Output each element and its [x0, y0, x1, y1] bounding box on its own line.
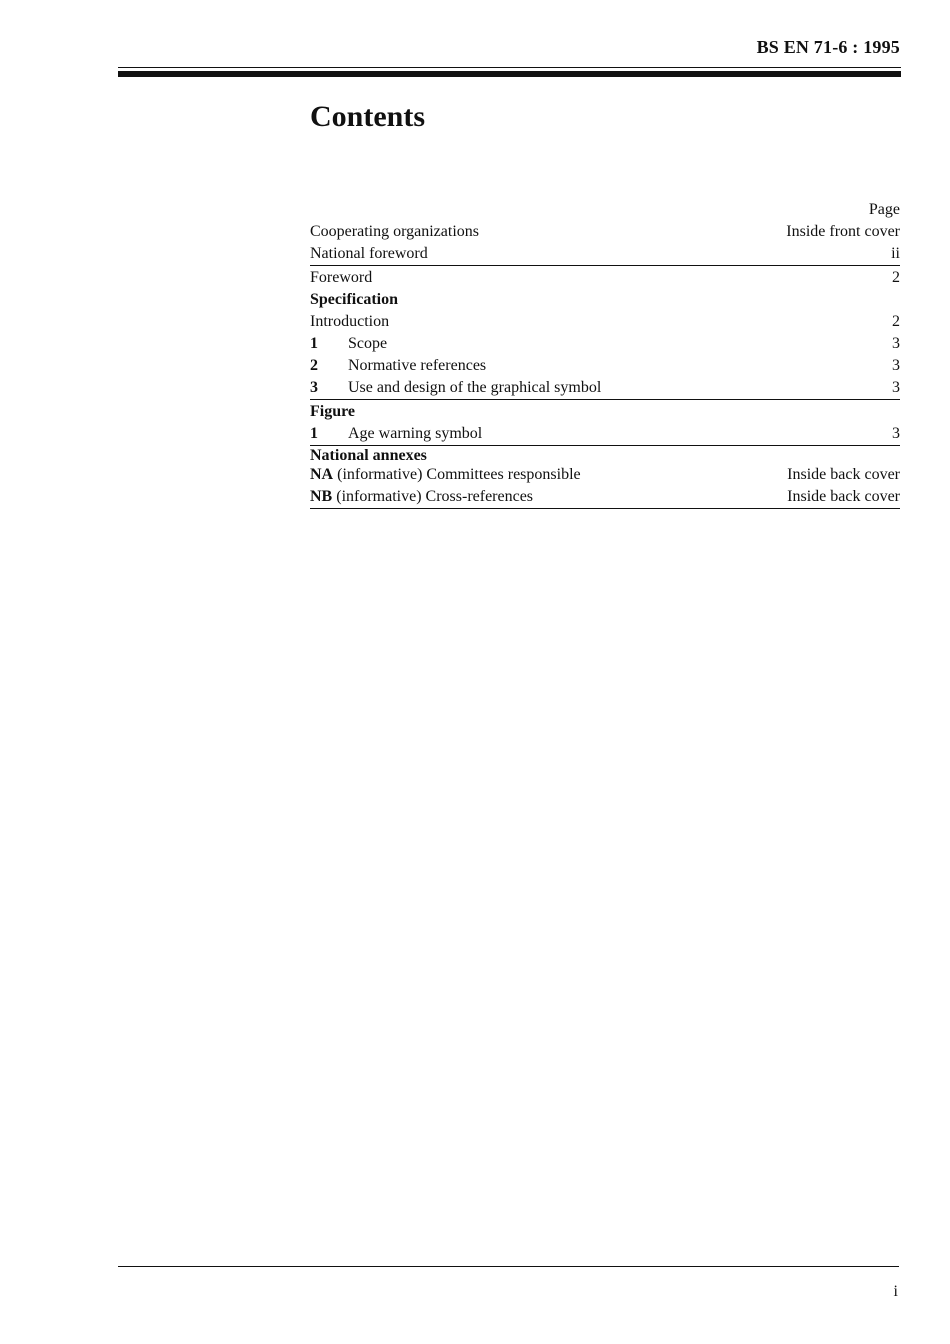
toc-entry-page: 3	[892, 379, 900, 396]
section-heading: Specification	[310, 291, 398, 308]
toc-entry-annex-na[interactable]	[310, 464, 900, 486]
toc-entry-graphical-symbol[interactable]	[310, 377, 900, 400]
toc-entry-label: Introduction	[310, 313, 390, 330]
toc-section-figure	[310, 401, 900, 423]
page-number: i	[893, 1283, 898, 1300]
toc-entry-page: 2	[892, 269, 900, 286]
page-column-heading-row	[310, 199, 900, 221]
annex-code: NA	[310, 466, 334, 483]
toc-entry-national-foreword[interactable]	[310, 243, 900, 266]
toc-entry-label: Foreword	[310, 269, 373, 286]
clause-number: 2	[310, 357, 318, 374]
toc-entry-age-warning-symbol[interactable]	[310, 423, 900, 446]
footer-rule	[118, 1266, 899, 1267]
toc-entry-page: 3	[892, 425, 900, 442]
toc-entry-label: (informative) Committees responsible	[333, 466, 581, 483]
toc-entry-label: Use and design of the graphical symbol	[348, 379, 602, 396]
toc-entry-cooperating-organizations[interactable]	[310, 221, 900, 243]
toc-entry-label: Scope	[348, 335, 388, 352]
header-thick-rule	[118, 71, 901, 77]
toc-entry-normative-references[interactable]	[310, 355, 900, 377]
toc-entry-annex-nb[interactable]	[310, 486, 900, 509]
document-id: BS EN 71-6 : 1995	[756, 37, 900, 57]
toc-entry-page: 2	[892, 313, 900, 330]
clause-number: 1	[310, 335, 318, 352]
toc-entry-label: National foreword	[310, 245, 428, 262]
section-heading: National annexes	[310, 447, 427, 464]
toc-entry-page: ii	[891, 245, 900, 262]
toc-entry-page: Inside front cover	[786, 223, 900, 240]
toc-entry-label: Normative references	[348, 357, 487, 374]
annex-code: NB	[310, 488, 333, 505]
toc-entry-page: Inside back cover	[787, 466, 900, 483]
toc-entry-scope[interactable]	[310, 333, 900, 355]
section-heading: Figure	[310, 403, 356, 420]
toc-entry-label: Cooperating organizations	[310, 223, 479, 240]
toc-entry-label: Age warning symbol	[348, 425, 483, 442]
page-column-heading: Page	[868, 201, 900, 218]
toc-entry-foreword[interactable]	[310, 267, 900, 289]
table-of-contents	[310, 199, 900, 509]
figure-number: 1	[310, 425, 318, 442]
page-title: Contents	[310, 100, 426, 133]
clause-number: 3	[310, 379, 318, 396]
toc-entry-page: 3	[892, 335, 900, 352]
toc-entry-page: 3	[892, 357, 900, 374]
toc-entry-page: Inside back cover	[787, 488, 900, 505]
toc-section-specification	[310, 289, 900, 311]
header-thin-rule	[118, 67, 901, 68]
toc-section-national-annexes	[310, 447, 900, 464]
toc-entry-introduction[interactable]	[310, 311, 900, 333]
toc-entry-label: (informative) Cross-references	[332, 488, 534, 505]
